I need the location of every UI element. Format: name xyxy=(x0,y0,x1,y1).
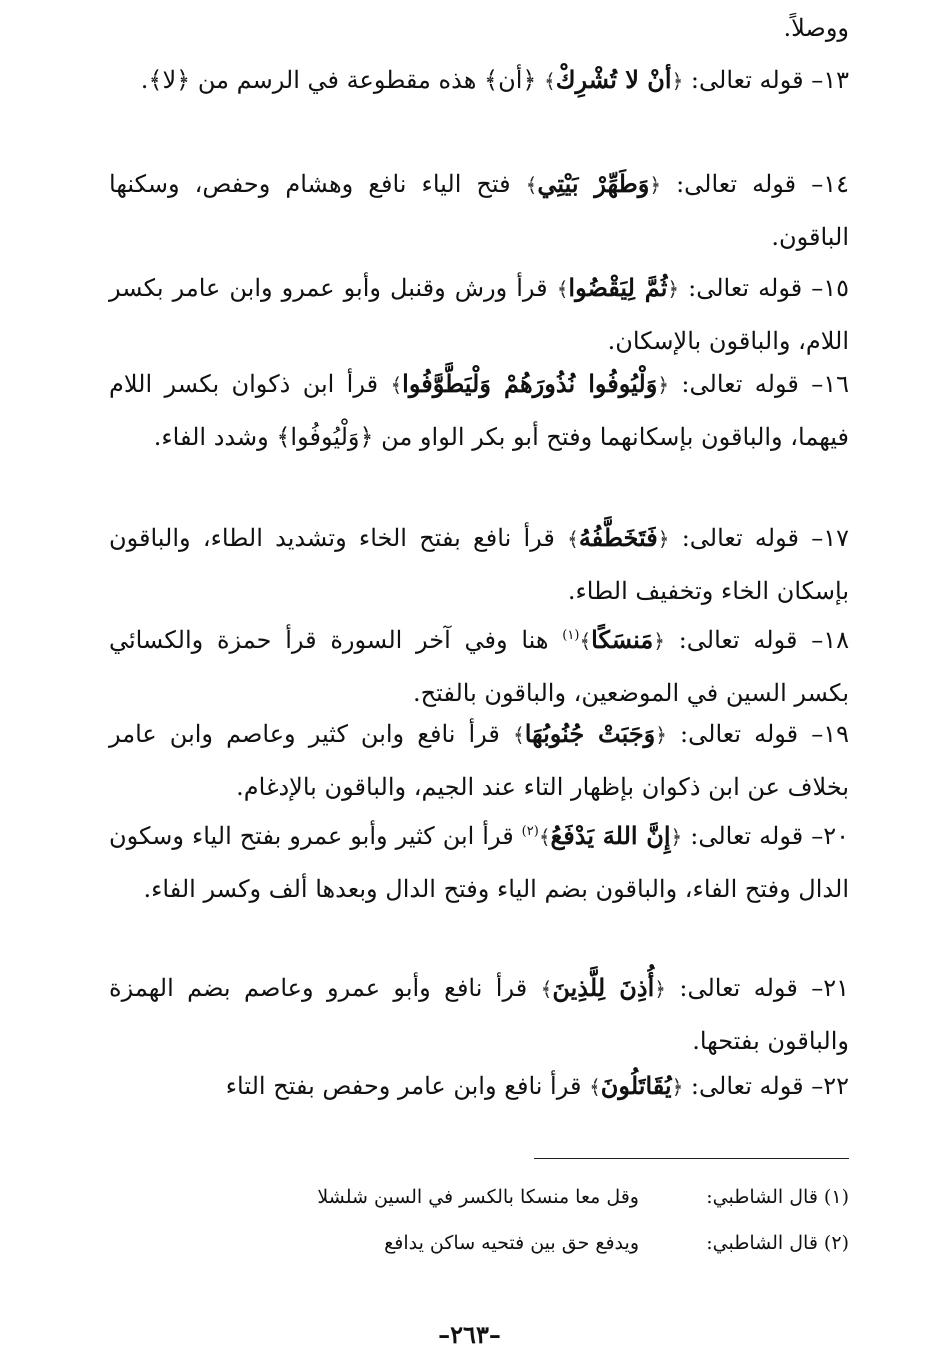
ornate-bracket-open-icon: ﴿ xyxy=(667,277,680,301)
ornate-bracket-close-icon: ﴾ xyxy=(579,629,592,653)
quran-quote: إِنَّ اللهَ يَدْفَعُ xyxy=(550,821,671,850)
footnote-1 xyxy=(89,1180,849,1214)
ornate-bracket-close-icon: ﴾ xyxy=(540,977,553,1001)
ornate-bracket-close-icon: ﴾ xyxy=(544,69,556,93)
paragraph-continuation: ووصلاً. xyxy=(783,14,849,42)
paragraph-20: ٢٠– قوله تعالى: ﴿إِنَّ اللهَ يَدْفَعُ﴾$^{(٢)}$ قرأ ابن كثير وأبو عمرو بفتح الياء وسكون الدال وفتح الفاء، والباقون بضم الياء وفتح الدال وبعدها ألف وكسر الفاء. xyxy=(109,821,849,903)
paragraph-21: ٢١– قوله تعالى: ﴿أُذِنَ لِلَّذِينَ﴾ قرأ نافع وأبو عمرو وعاصم بضم الهمزة والباقون بفتحها. xyxy=(109,973,849,1055)
paragraph-14: ١٤– قوله تعالى: ﴿وَطَهِّرْ بَيْتِي﴾ فتح الياء نافع وهشام وحفص، وسكنها الباقون. xyxy=(109,169,849,251)
paragraph-15: ١٥– قوله تعالى: ﴿ثُمَّ لِيَقْضُوا﴾ قرأ ورش وقنبل وأبو عمرو وابن عامر بكسر اللام، والباقون بالإسكان. xyxy=(109,273,849,355)
ornate-bracket-open-icon: ﴿ xyxy=(657,373,670,397)
ornate-bracket-open-icon: ﴿ xyxy=(649,173,662,197)
ornate-bracket-close-icon: ﴾ xyxy=(390,373,403,397)
paragraph-13: ١٣– قوله تعالى: ﴿أنْ لا تُشْرِكْ﴾ ﴿أن﴾ هذه مقطوعة في الرسم من ﴿لا﴾. xyxy=(140,65,849,94)
page-number: –٢٦٣– xyxy=(438,1320,501,1349)
ornate-bracket-open-icon: ﴿ xyxy=(657,527,670,551)
quran-quote: أنْ لا تُشْرِكْ xyxy=(555,65,672,94)
ornate-bracket-open-icon: ﴿ xyxy=(671,69,684,93)
ornate-bracket-open-icon: ﴿ xyxy=(653,629,665,653)
footnote-divider xyxy=(534,1158,849,1159)
quran-quote: فَتَخَطَّفُهُ xyxy=(578,523,658,552)
footnote-verse: ويدفع حق بين فتحيه ساكن يدافع xyxy=(384,1232,639,1254)
ornate-bracket-close-icon: ﴾ xyxy=(556,277,569,301)
footnote-label: (٢) قال الشاطبي: xyxy=(706,1232,849,1254)
paragraph-18: ١٨– قوله تعالى: ﴿مَنسَكًا﴾$^{(١)}$ هنا وفي آخر السورة قرأ حمزة والكسائي بكسر السين في الموضعين، والباقون بالفتح. xyxy=(109,625,849,707)
quran-quote: وَطَهِّرْ بَيْتِي xyxy=(537,169,650,198)
quran-quote: وَلْيُوفُوا نُذُورَهُمْ وَلْيَطَّوَّفُوا xyxy=(402,369,658,398)
quran-quote: مَنسَكًا xyxy=(591,625,654,654)
ornate-bracket-close-icon: ﴾ xyxy=(512,723,525,747)
footnote-ref: (١) xyxy=(562,628,580,643)
quran-quote: ثُمَّ لِيَقْضُوا xyxy=(568,273,668,302)
ornate-bracket-close-icon: ﴾ xyxy=(538,825,551,849)
paragraph-19: ١٩– قوله تعالى: ﴿وَجَبَتْ جُنُوبُهَا﴾ قرأ نافع وابن كثير وعاصم وابن عامر بخلاف عن ابن ذكوان بإظهار التاء عند الجيم، والباقون بالإدغام. xyxy=(109,719,849,801)
ornate-bracket-open-icon: ﴿ xyxy=(654,977,666,1001)
paragraph-17: ١٧– قوله تعالى: ﴿فَتَخَطَّفُهُ﴾ قرأ نافع بفتح الخاء وتشديد الطاء، والباقون بإسكان الخاء وتخفيف الطاء. xyxy=(109,523,849,605)
ornate-bracket-close-icon: ﴾ xyxy=(589,1075,601,1099)
ornate-bracket-open-icon: ﴿ xyxy=(670,825,683,849)
paragraph-16: ١٦– قوله تعالى: ﴿وَلْيُوفُوا نُذُورَهُمْ وَلْيَطَّوَّفُوا﴾ قرأ ابن ذكوان بكسر اللام فيهما، والباقون بإسكانهما وفتح أبو بكر الواو من ﴿وَلْيُوفُوا﴾ وشدد الفاء. xyxy=(109,369,849,451)
footnote-2 xyxy=(89,1226,849,1260)
footnote-ref: (٢) xyxy=(521,824,539,839)
ornate-bracket-open-icon: ﴿ xyxy=(671,1075,684,1099)
quran-quote: أُذِنَ لِلَّذِينَ xyxy=(552,973,655,1002)
ornate-bracket-close-icon: ﴾ xyxy=(567,527,579,551)
quran-quote: وَجَبَتْ جُنُوبُهَا xyxy=(524,719,656,748)
footnote-label: (١) قال الشاطبي: xyxy=(706,1186,849,1208)
ornate-bracket-open-icon: ﴿ xyxy=(655,723,667,747)
quran-quote: يُقَاتَلُونَ xyxy=(600,1071,672,1100)
footnote-verse: وقل معا منسكا بالكسر في السين شلشلا xyxy=(317,1186,639,1208)
ornate-bracket-close-icon: ﴾ xyxy=(525,173,538,197)
paragraph-22: ٢٢– قوله تعالى: ﴿يُقَاتَلُونَ﴾ قرأ نافع وابن عامر وحفص بفتح التاء xyxy=(225,1071,849,1100)
